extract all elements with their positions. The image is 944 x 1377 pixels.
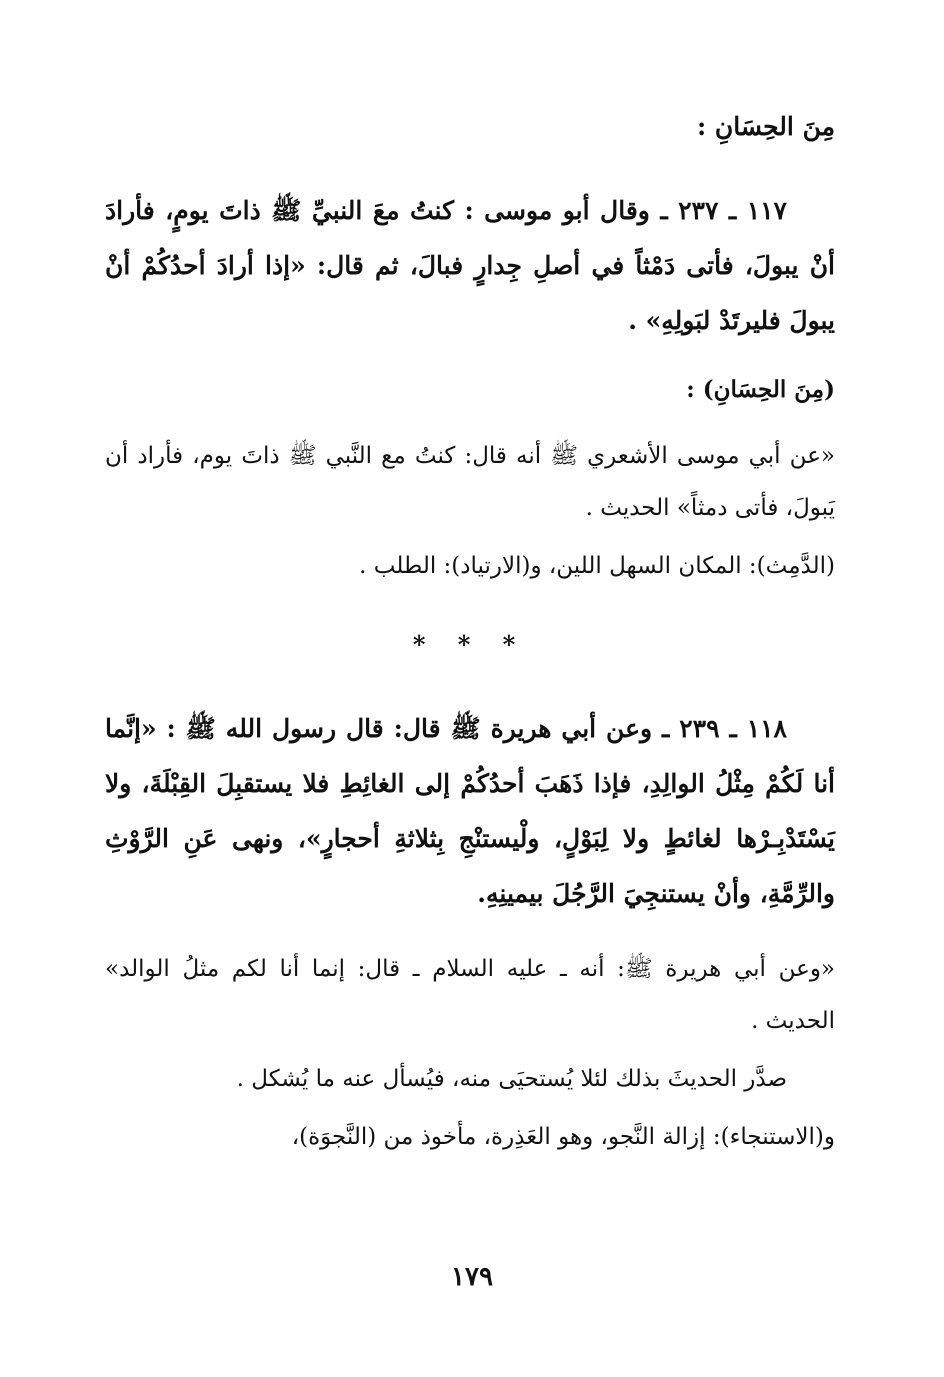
commentary-damith-definition: (الدَّمِث): المكان السهل اللين، و(الارتياد): الطلب . xyxy=(359,553,835,579)
commentary-istinja-definition: و(الاستنجاء): إزالة النَّجو، وهو العَذِرة، مأخوذ من (النَّجوَة)، xyxy=(291,1124,835,1150)
hadith-117: ١١٧ ـ ٢٣٧ ـ وقال أبو موسى : كنتُ معَ النبيِّ ﷺ ذاتَ يومٍ، فأرادَ أنْ يبولَ، فأتى دَمْثاً في أصلِ جِدارٍ فبالَ، ثم قال: «إذا أرادَ أحدُكُمْ أنْ يبولَ فليرتَدْ لبَولِهِ» . xyxy=(105,196,835,335)
commentary-heading-hisan: (مِنَ الحِسَانِ) : xyxy=(686,376,835,403)
hadith-118: ١١٨ ـ ٢٣٩ ـ وعن أبي هريرة ﷺ قال: قال رسول الله ﷺ : «إنَّما أنا لَكُمْ مِثْلُ الوالِدِ، فإذا ذَهَبَ أحدُكُمْ إلى الغائِطِ فلا يستقبِلَ القِبْلَةَ، ولا يَسْتَدْبِـرْها لغائطٍ ولا لِبَوْلٍ، ولْيستنْجِ بِثلاثةِ أحجارٍ»، ونهى عَنِ الرَّوْثِ والرِّمَّةِ، وأنْ يستنجِيَ الرَّجُلَ بيمينِهِ. xyxy=(105,714,835,908)
commentary-abu-musa: «عن أبي موسى الأشعري ﷺ أنه قال: كنتُ مع النَّبي ﷺ ذاتَ يوم، فأراد أن يَبولَ، فأتى دمثاً» الحديث . xyxy=(105,443,835,521)
commentary-abu-hurayra: «وعن أبي هريرة ﷺ: أنه ـ عليه السلام ـ قال: إنما أنا لكم مثلُ الوالد» الحديث . xyxy=(105,956,835,1034)
page-number: ١٧٩ xyxy=(451,1262,493,1292)
section-separator: * * * xyxy=(412,630,528,659)
section-heading-hisan: مِنَ الحِسَانِ : xyxy=(696,112,835,141)
page-body xyxy=(105,95,835,1169)
commentary-explanation: صدَّر الحديثَ بذلك لئلا يُستحيَى منه، فيُسأل عنه ما يُشكل . xyxy=(236,1066,787,1092)
